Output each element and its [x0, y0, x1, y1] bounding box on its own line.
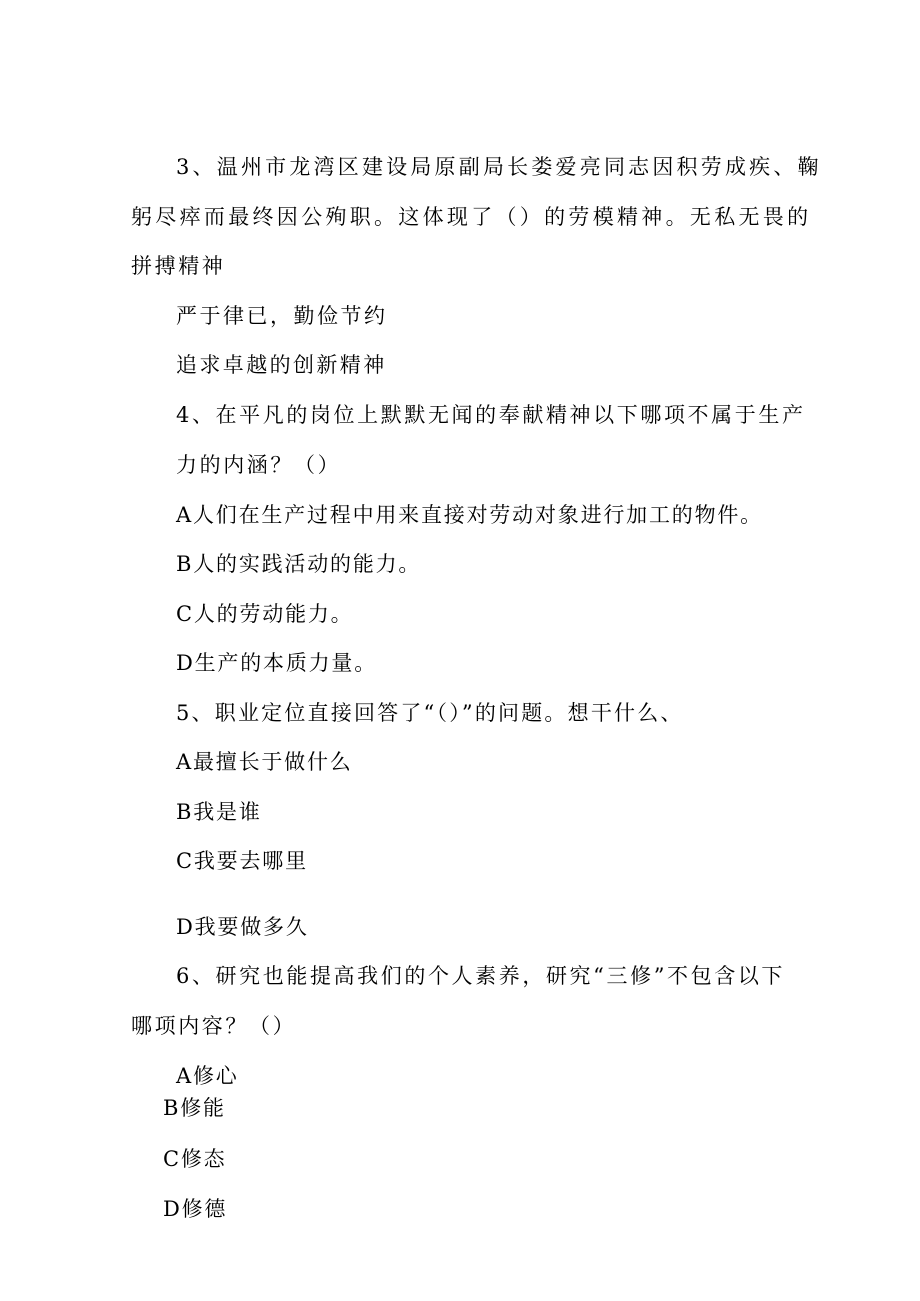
question-3-option: 严于律已，勤俭节约: [176, 304, 388, 328]
question-6-line-2: 哪项内容？（）: [131, 1014, 297, 1038]
question-6-option-c: C修态: [163, 1147, 227, 1171]
question-4-option-a: A人们在生产过程中用来直接对劳动对象进行加工的物件。: [176, 503, 763, 527]
question-4-line-2: 力的内涵？（）: [176, 453, 342, 477]
question-6-option-d: D修德: [163, 1197, 228, 1221]
question-5-option-a: A最擅长于做什么: [176, 750, 353, 774]
question-5-option-c: C我要去哪里: [176, 849, 308, 873]
question-6-option-a: A修心: [176, 1064, 239, 1088]
question-5-text: 5、职业定位直接回答了“（）”的问题。想干什么、: [176, 701, 684, 725]
question-3-line-3: 拼搏精神: [131, 254, 226, 278]
question-4-option-b: B人的实践活动的能力。: [176, 552, 422, 576]
question-5-option-d: D我要做多久: [176, 915, 309, 939]
question-3-line-2: 躬尽瘁而最终因公殉职。这体现了（）的劳模精神。无私无畏的: [131, 205, 812, 229]
question-4-option-d: D生产的本质力量。: [176, 651, 378, 675]
question-6-line-1: 6、研究也能提高我们的个人素养，研究“三修”不包含以下: [176, 964, 786, 988]
question-5-option-b: B我是谁: [176, 800, 262, 824]
question-3-line-1: 3、温州市龙湾区建设局原副局长娄爱亮同志因积劳成疾、鞠: [176, 155, 822, 179]
question-4-option-c: C人的劳动能力。: [176, 602, 354, 626]
question-4-line-1: 4、在平凡的岗位上默默无闻的奉献精神以下哪项不属于生产: [176, 403, 806, 427]
question-3-option: 追求卓越的创新精神: [176, 353, 387, 377]
question-6-option-b: B修能: [163, 1096, 226, 1120]
